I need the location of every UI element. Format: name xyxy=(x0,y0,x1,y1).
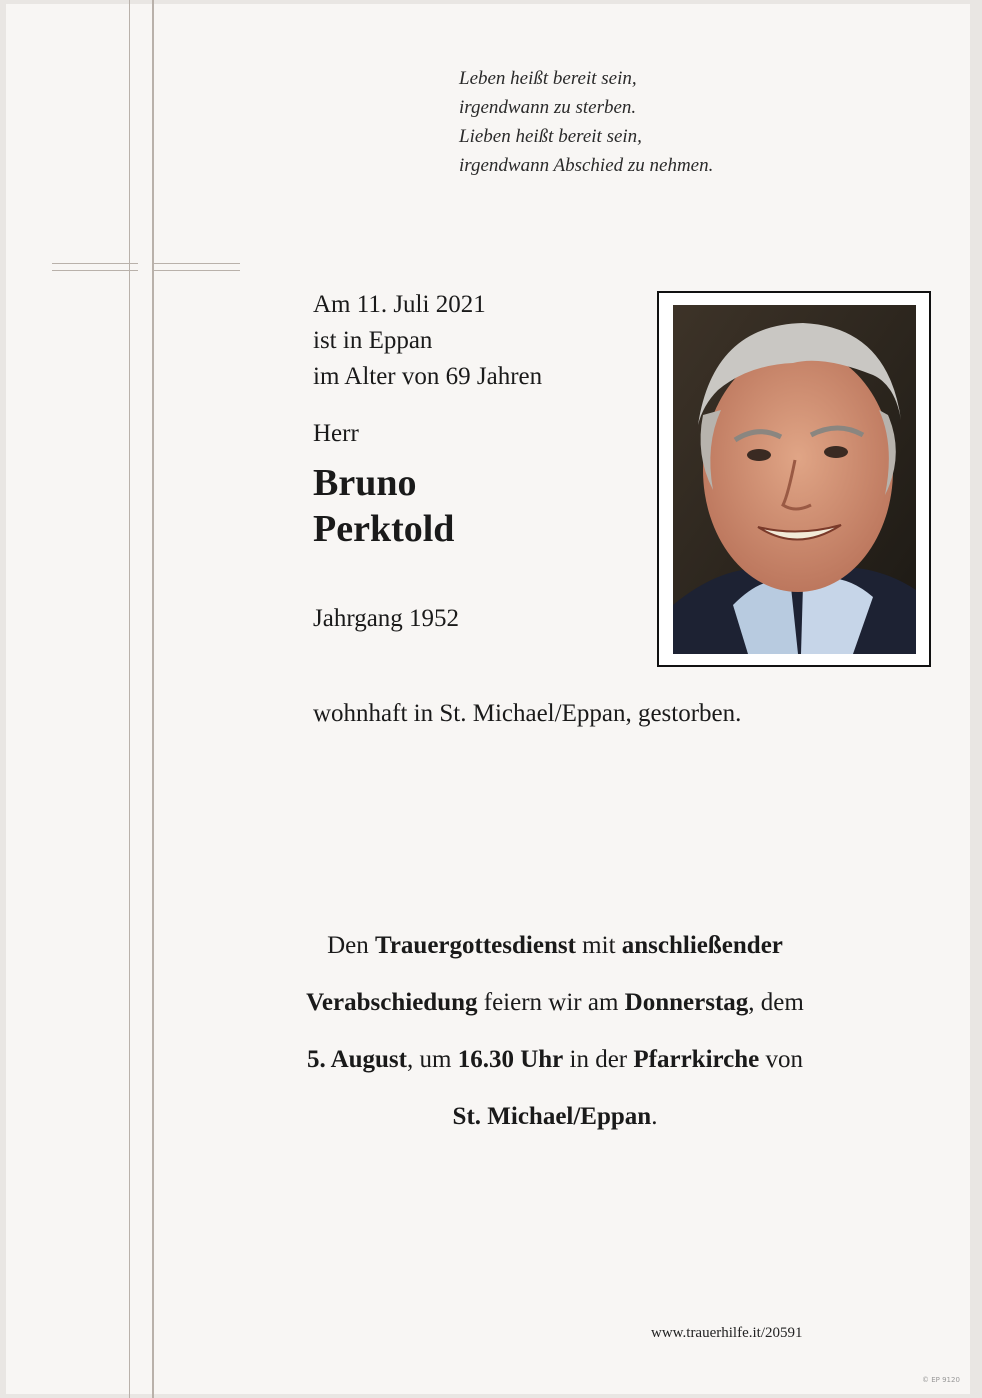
intro-line: ist in Eppan xyxy=(313,327,433,354)
deceased-name xyxy=(313,460,454,552)
service-text: in der xyxy=(563,1046,634,1073)
cross-vertical-line xyxy=(152,0,154,1398)
service-emphasis: anschließender xyxy=(621,932,783,959)
service-line xyxy=(240,1088,870,1145)
cross-horizontal-line xyxy=(52,263,138,264)
poem-line: irgendwann zu sterben. xyxy=(459,97,637,118)
print-code: © EP 9120 xyxy=(922,1376,960,1384)
service-line xyxy=(240,917,870,974)
service-location: Pfarrkirche xyxy=(633,1046,760,1073)
website-url[interactable]: www.trauerhilfe.it/20591 xyxy=(651,1325,803,1341)
service-time: 16.30 Uhr xyxy=(457,1046,564,1073)
birth-year: Jahrgang 1952 xyxy=(313,605,460,632)
cross-vertical-line xyxy=(129,0,130,1398)
intro-line: Am 11. Juli 2021 xyxy=(313,291,486,318)
first-name: Bruno xyxy=(313,462,417,504)
service-date: 5. August xyxy=(306,1046,407,1073)
portrait-photo xyxy=(673,305,916,654)
poem-line: irgendwann Abschied zu nehmen. xyxy=(459,155,714,176)
service-emphasis: Donnerstag xyxy=(624,989,749,1016)
service-emphasis: Trauergottesdienst xyxy=(375,932,576,959)
service-line xyxy=(240,1031,870,1088)
cross-horizontal-line xyxy=(154,263,240,264)
salutation: Herr xyxy=(313,420,359,447)
cross-horizontal-line xyxy=(52,270,138,271)
service-emphasis: Verabschiedung xyxy=(306,989,478,1016)
funeral-service-info xyxy=(240,917,870,1145)
residence-text: wohnhaft in St. Michael/Eppan, gestorben. xyxy=(313,700,742,727)
service-place: St. Michael/Eppan xyxy=(452,1103,652,1130)
service-text: mit xyxy=(575,932,622,959)
last-name: Perktold xyxy=(313,508,455,550)
service-line xyxy=(240,974,870,1031)
intro-line: im Alter von 69 Jahren xyxy=(313,363,543,390)
cross-horizontal-line xyxy=(154,270,240,271)
service-text: Den xyxy=(327,932,376,959)
service-text: von xyxy=(759,1046,804,1073)
portrait-frame xyxy=(657,291,931,667)
service-text: , um xyxy=(407,1046,458,1073)
service-text: feiern wir am xyxy=(477,989,625,1016)
service-text: , dem xyxy=(748,989,804,1016)
service-text: . xyxy=(651,1103,658,1130)
death-notice-intro xyxy=(313,287,542,395)
poem-line: Lieben heißt bereit sein, xyxy=(459,126,642,147)
poem-line: Leben heißt bereit sein, xyxy=(459,68,637,89)
obituary-page xyxy=(6,4,970,1394)
poem xyxy=(459,64,859,180)
